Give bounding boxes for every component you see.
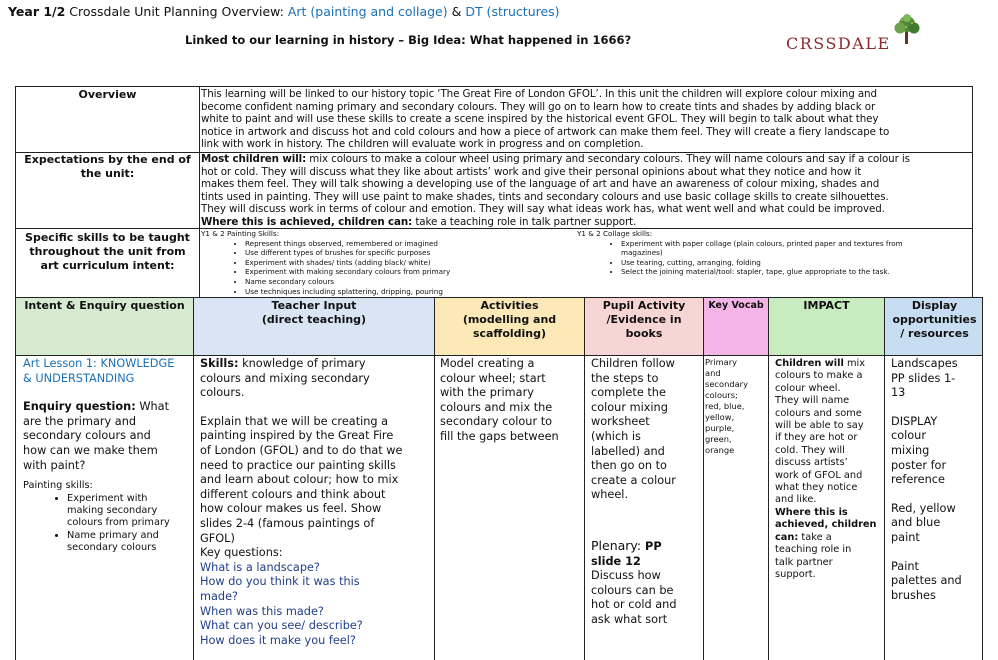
header-line: Activities bbox=[480, 299, 539, 312]
logo-text: CRSSDALE bbox=[786, 34, 891, 53]
key-question: How do you think it was this bbox=[200, 575, 360, 589]
impact-cell bbox=[775, 358, 884, 581]
painting-skills-title: Y1 & 2 Painting Skills: bbox=[201, 229, 280, 238]
display-line: DISPLAY bbox=[891, 414, 938, 428]
vocab-line: purple, bbox=[705, 423, 735, 433]
impact-text: take a bbox=[798, 531, 832, 543]
expectations-line bbox=[201, 216, 973, 229]
collage-skills-title: Y1 & 2 Collage skills: bbox=[577, 229, 653, 238]
header-line: Teacher Input bbox=[271, 299, 357, 312]
impact-line: work of GFOL and bbox=[775, 469, 863, 481]
activities-cell bbox=[440, 357, 585, 445]
overview-label: Overview bbox=[78, 88, 137, 101]
header-line: opportunities bbox=[892, 313, 977, 326]
vocab-line: yellow, bbox=[705, 412, 735, 422]
expectations-label-line: the unit: bbox=[80, 167, 135, 180]
header-impact: IMPACT bbox=[803, 299, 850, 312]
list-item: • Experiment with shades/ tints (adding black/ white) bbox=[245, 258, 581, 268]
list-item bbox=[67, 530, 191, 555]
pupil-line: then go on to bbox=[591, 459, 667, 473]
display-line: PP slides 1- bbox=[891, 371, 956, 385]
skill-text: secondary colours bbox=[67, 542, 157, 554]
enquiry-line: with paint? bbox=[23, 458, 86, 472]
skills-label bbox=[16, 231, 199, 273]
pupil-line: create a colour bbox=[591, 473, 676, 487]
skills-label-line: throughout the unit from bbox=[29, 245, 186, 258]
impact-text: mix bbox=[843, 358, 866, 369]
impact-line: cold. They will bbox=[775, 444, 845, 456]
header-pupil bbox=[585, 299, 703, 341]
enquiry-line: secondary colours and bbox=[23, 429, 151, 443]
pupil-line: (which is bbox=[591, 429, 641, 443]
impact-line: colours to make a bbox=[775, 370, 863, 382]
lesson-title-line: & UNDERSTANDING bbox=[23, 371, 135, 385]
skills-label-line: Specific skills to be taught bbox=[25, 231, 190, 244]
teacher-line: and learn about colour; how to mix bbox=[200, 473, 399, 487]
header-teacher bbox=[194, 299, 434, 327]
painting-skills-list bbox=[23, 480, 191, 554]
expectations-line1: mix colours to make a colour wheel using primary and secondary colours. They will name colours and say if a colour is bbox=[306, 153, 910, 165]
pupil-cell bbox=[591, 357, 703, 628]
teacher-line: painting inspired by the Great Fire bbox=[200, 429, 394, 443]
impact-line: They will name bbox=[775, 395, 850, 407]
vocab-line: and bbox=[705, 368, 721, 378]
pupil-line: colour mixing bbox=[591, 400, 668, 414]
display-line: paint bbox=[891, 530, 920, 544]
expectations-line bbox=[201, 153, 973, 166]
plenary-pp: PP bbox=[641, 539, 662, 553]
list-item bbox=[67, 493, 191, 530]
plenary-line: Discuss how bbox=[591, 569, 661, 583]
list-item: • Use techniques including splattering, dripping, pouring bbox=[245, 287, 581, 297]
title-amp: & bbox=[447, 4, 466, 19]
impact-line bbox=[775, 358, 884, 370]
header-vocab: Key Vocab bbox=[708, 300, 764, 311]
vocab-line: orange bbox=[705, 445, 735, 455]
header-line: /Evidence in bbox=[606, 313, 682, 326]
teacher-line bbox=[200, 357, 434, 372]
impact-line: discuss artists’ bbox=[775, 457, 848, 469]
enquiry-line: how can we make them bbox=[23, 443, 158, 457]
activities-line: colours and mix the bbox=[440, 400, 553, 414]
title-art: Art (painting and collage) bbox=[287, 4, 448, 19]
skill-text: Name primary and bbox=[67, 529, 159, 541]
key-question: What can you see/ describe? bbox=[200, 619, 363, 633]
impact-line: colours and some bbox=[775, 407, 862, 419]
teacher-cell bbox=[200, 357, 434, 648]
impact-line bbox=[775, 532, 884, 544]
header-line: books bbox=[625, 327, 663, 340]
list-item: • Select the joining material/tool: stapler, tape, glue appropriate to the task. bbox=[621, 267, 972, 277]
display-line: poster for bbox=[891, 458, 947, 472]
page-title bbox=[8, 4, 560, 19]
expectations-line: makes them feel. They will talk showing a developing use of the language of art and have an awareness of colour mixing, shades and bbox=[201, 178, 880, 191]
vocab-line: green, bbox=[705, 434, 732, 444]
plenary-line: colours can be bbox=[591, 583, 674, 597]
vocab-line: colours; bbox=[705, 390, 738, 400]
teacher-line: colours and mixing secondary bbox=[200, 371, 370, 385]
painting-skills bbox=[201, 229, 581, 296]
header-line: (direct teaching) bbox=[261, 313, 367, 326]
plenary-line bbox=[591, 539, 703, 555]
activities-line: secondary colour to bbox=[440, 415, 553, 429]
collage-skills bbox=[577, 229, 972, 277]
title-year: Year 1/2 bbox=[8, 4, 66, 19]
title-plain: Crossdale Unit Planning Overview: bbox=[65, 4, 288, 19]
display-line: Landscapes bbox=[891, 357, 958, 370]
expectations-label bbox=[16, 153, 199, 181]
overview-line: link with work in history. The children will evaluate work in progress and on completion. bbox=[201, 138, 644, 151]
header-line: / resources bbox=[900, 327, 969, 340]
list-item: • Use different types of brushes for specific purposes bbox=[245, 248, 581, 258]
list-item: • Use tearing, cutting, arranging, folding bbox=[621, 258, 972, 268]
enquiry-text: What bbox=[135, 400, 170, 414]
teacher-line: Explain that we will be creating a bbox=[200, 414, 389, 428]
activities-line: Model creating a bbox=[440, 357, 535, 370]
teacher-line: need to practice our painting skills bbox=[200, 458, 396, 472]
header-activities bbox=[435, 299, 584, 341]
teacher-line: of London (GFOL) and to do that we bbox=[200, 443, 403, 457]
list-item: • Represent things observed, remembered or imagined bbox=[245, 239, 581, 249]
expectations-line: They will discuss work in terms of colour and emotion. They will say what ideas work has, what went well and what could be improved. bbox=[201, 203, 885, 216]
list-item bbox=[621, 239, 972, 258]
key-question: How does it make you feel? bbox=[200, 633, 356, 647]
expectations-line: tints used in painting. They will use paint to make shades, tints and secondary colours and use basic collage skills to create silhouettes. bbox=[201, 190, 889, 203]
title-dt: DT (structures) bbox=[465, 4, 560, 19]
overview-text bbox=[201, 88, 971, 151]
plenary-line: hot or cold and bbox=[591, 598, 677, 612]
vocab-cell bbox=[705, 357, 767, 456]
intent-cell bbox=[23, 357, 191, 555]
display-line: reference bbox=[891, 473, 945, 487]
teacher-line: GFOL) bbox=[200, 531, 235, 545]
impact-line: will be able to say bbox=[775, 420, 864, 432]
most-children-bold: Most children will: bbox=[201, 153, 307, 165]
impact-line: talk partner bbox=[775, 556, 833, 568]
key-question: What is a landscape? bbox=[200, 560, 320, 574]
enquiry-label: Enquiry question: bbox=[23, 400, 136, 414]
key-questions-label: Key questions: bbox=[200, 546, 283, 560]
display-line: Red, yellow bbox=[891, 501, 956, 515]
overview-line: This learning will be linked to our history topic ‘The Great Fire of London GFOL’. In this unit the children will explore colour mixing and bbox=[201, 88, 877, 100]
lesson-table bbox=[15, 297, 983, 660]
display-line: palettes and bbox=[891, 574, 962, 588]
header-line: (modelling and bbox=[462, 313, 557, 326]
plenary-line: ask what sort bbox=[591, 612, 668, 626]
pupil-line: the steps to bbox=[591, 371, 659, 385]
header-line: Display bbox=[911, 299, 958, 312]
display-line: mixing bbox=[891, 443, 930, 457]
expectations-text bbox=[201, 153, 973, 229]
page-subtitle: Linked to our learning in history – Big Idea: What happened in 1666? bbox=[185, 33, 632, 47]
impact-bold: can: bbox=[775, 531, 799, 543]
activities-line: with the primary bbox=[440, 386, 534, 400]
impact-line: teaching role in bbox=[775, 544, 852, 556]
teacher-line: how colour makes us feel. Show bbox=[200, 502, 382, 516]
impact-line: achieved, children bbox=[775, 519, 877, 531]
display-cell bbox=[891, 357, 983, 603]
list-item: • Experiment with making secondary colours from primary bbox=[245, 267, 581, 277]
lesson-title-line: Art Lesson 1: KNOWLEDGE bbox=[23, 357, 175, 370]
list-item: • Name secondary colours bbox=[245, 277, 581, 287]
display-line: 13 bbox=[891, 386, 906, 400]
impact-line: support. bbox=[775, 568, 816, 580]
vocab-line: red, blue, bbox=[705, 401, 745, 411]
painting-skills-title: Painting skills: bbox=[23, 480, 93, 492]
display-line: Paint bbox=[891, 559, 919, 573]
skills-text: knowledge of primary bbox=[238, 357, 366, 370]
impact-bold: Children will bbox=[775, 358, 844, 369]
plenary-slide: slide 12 bbox=[591, 554, 641, 568]
plenary-label: Plenary: bbox=[591, 537, 642, 553]
teacher-line: slides 2-4 (famous paintings of bbox=[200, 516, 375, 530]
impact-line: colour wheel. bbox=[775, 382, 841, 394]
key-question: When was this made? bbox=[200, 604, 324, 618]
tree-icon bbox=[892, 14, 922, 46]
activities-line: colour wheel; start bbox=[440, 371, 546, 385]
expectations-line: hot or cold. They will discuss what they like about artists’ work and give their personal opinions about what they notice and how it bbox=[201, 165, 862, 178]
key-question: made? bbox=[200, 589, 239, 603]
pupil-line: Children follow bbox=[591, 357, 675, 370]
impact-line: Where this is bbox=[775, 506, 848, 518]
enquiry-line: are the primary and bbox=[23, 414, 137, 428]
skill-text: making secondary bbox=[67, 504, 158, 516]
pupil-line: wheel. bbox=[591, 488, 629, 502]
header-intent: Intent & Enquiry question bbox=[24, 299, 185, 312]
enquiry-line bbox=[23, 400, 191, 415]
header-line: scaffolding) bbox=[472, 327, 547, 340]
expectations-label-line: Expectations by the end of bbox=[24, 153, 191, 166]
impact-line: and like. bbox=[775, 494, 817, 506]
vocab-line: secondary bbox=[705, 379, 748, 389]
vocab-line: Primary bbox=[705, 357, 738, 367]
overview-line: become confident naming primary and secondary colours. They will go on to learn how to create tints and shades by adding black or bbox=[201, 100, 876, 113]
header-line: Pupil Activity bbox=[602, 299, 686, 312]
impact-line: what they notice bbox=[775, 482, 858, 494]
display-line: brushes bbox=[891, 588, 936, 602]
achieved-bold: Where this is achieved, children can: bbox=[201, 215, 413, 228]
overview-line: white to paint and will use these skills to create a scene inspired by the historical event GFOL. They will begin to talk about what they bbox=[201, 113, 879, 126]
skills-label-line: art curriculum intent: bbox=[40, 259, 175, 272]
display-line: colour bbox=[891, 429, 926, 443]
collage-item-text: magazines) bbox=[621, 248, 663, 258]
overview-line: notice in artwork and discuss hot and cold colours and how a piece of artwork can make them feel. They will create a fiery landscape to bbox=[201, 125, 890, 138]
pupil-line: complete the bbox=[591, 386, 666, 400]
skills-label: Skills: bbox=[200, 357, 239, 370]
header-display bbox=[885, 299, 983, 341]
activities-line: fill the gaps between bbox=[440, 429, 559, 443]
impact-line: if they are hot or bbox=[775, 432, 858, 444]
overview-table bbox=[15, 86, 973, 298]
teacher-line: colours. bbox=[200, 386, 245, 400]
pupil-line: worksheet bbox=[591, 415, 650, 429]
display-line: and blue bbox=[891, 516, 941, 530]
skill-text: colours from primary bbox=[67, 517, 170, 529]
skill-text: Experiment with bbox=[67, 492, 148, 504]
teacher-line: different colours and think about bbox=[200, 487, 386, 501]
pupil-line: labelled) and bbox=[591, 444, 665, 458]
achieved-rest: take a teaching role in talk partner support. bbox=[412, 215, 637, 228]
collage-item-text: Experiment with paper collage (plain colours, printed paper and textures from bbox=[621, 238, 903, 248]
